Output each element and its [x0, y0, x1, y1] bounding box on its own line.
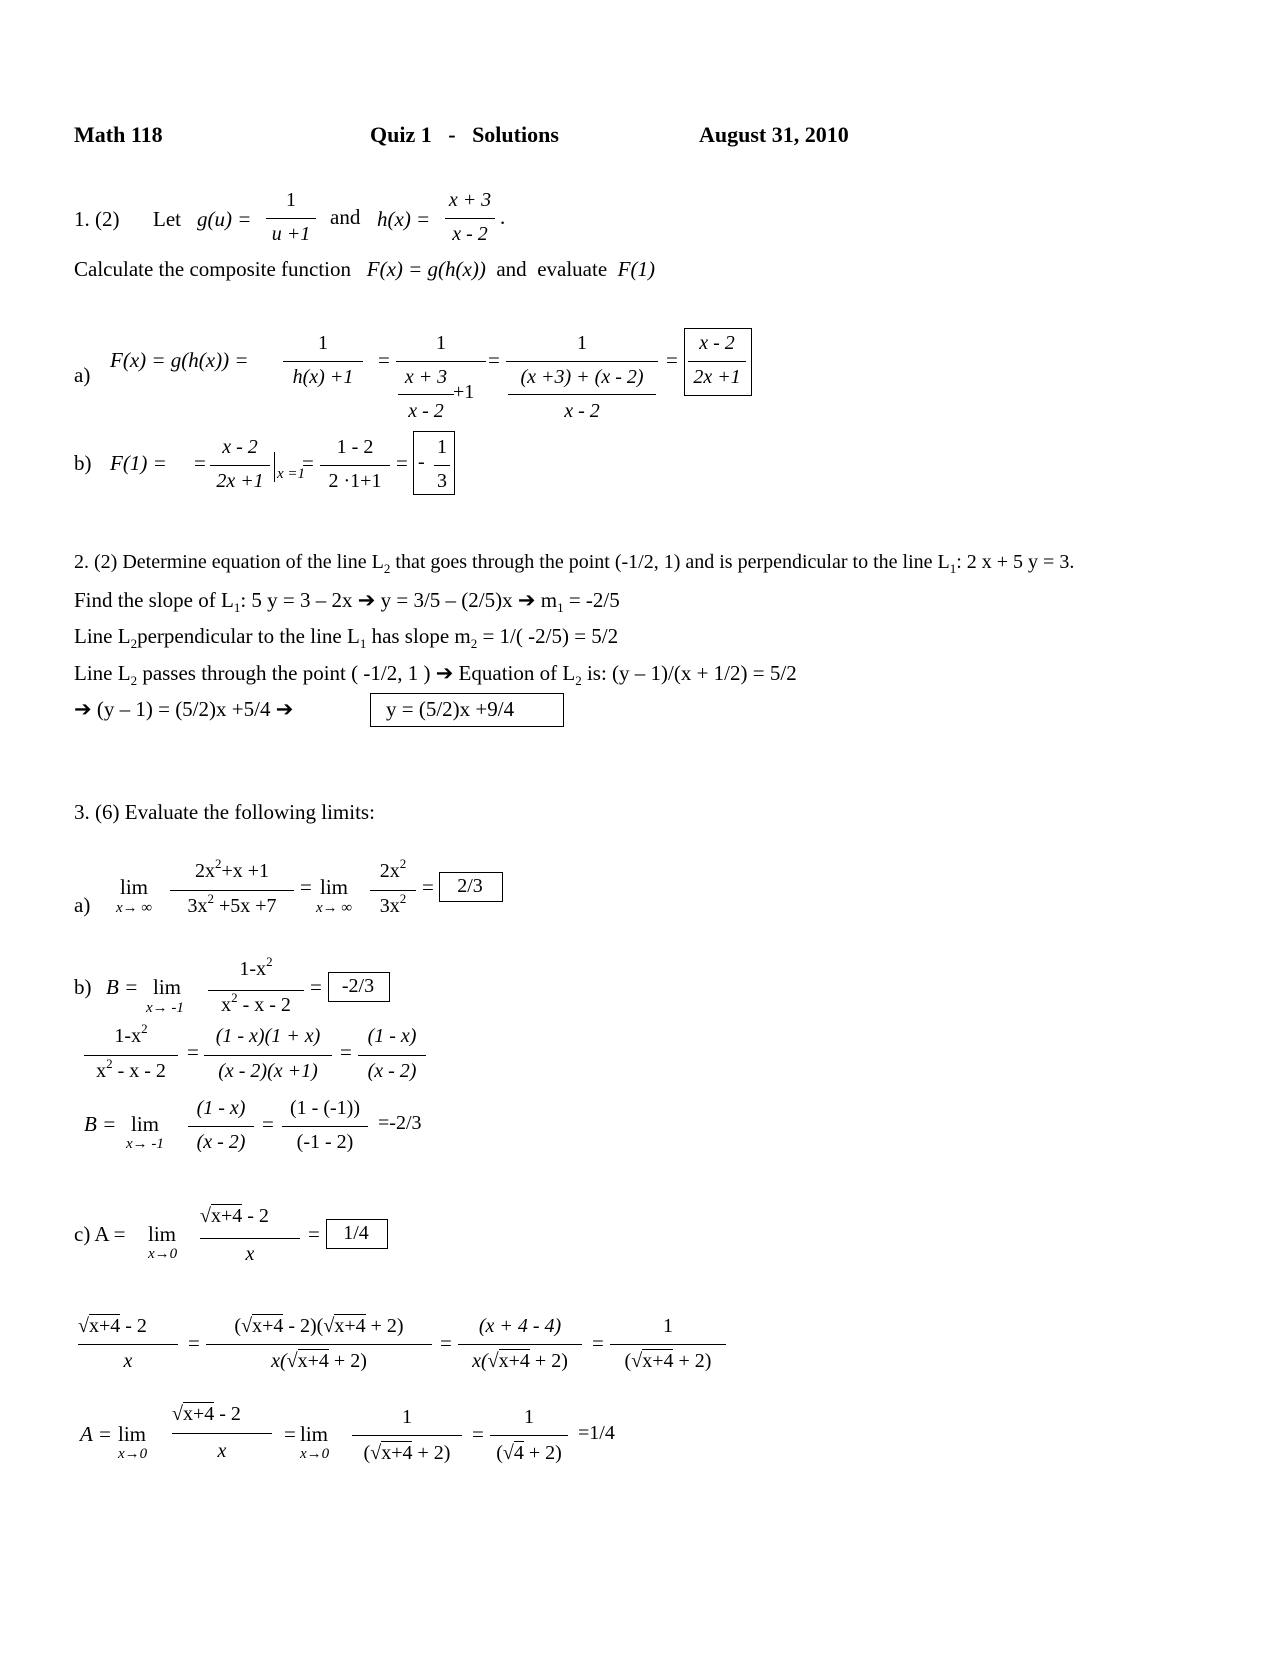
- p3-c-s1-bar4: [610, 1344, 726, 1345]
- p3-b-bar: [208, 990, 304, 991]
- p1-b-eq2: =: [396, 451, 408, 475]
- arrow-icon: ➔: [74, 697, 92, 721]
- p3-c-s1-den3: x(√x+4 + 2): [472, 1350, 568, 1372]
- p1-h-num: x + 3: [448, 189, 492, 211]
- p3-b-s1-num3: (1 - x): [367, 1025, 417, 1047]
- p1-b-eq1: =: [302, 451, 314, 475]
- p3-b-answer: -2/3: [341, 975, 375, 997]
- p3-c-num: √x+4 - 2: [200, 1205, 269, 1227]
- p1-h-lhs: h(x) =: [377, 207, 431, 231]
- p1-a-answer-den: 2x +1: [693, 366, 741, 388]
- p3-a-f2-bar: [370, 890, 416, 891]
- p3-b-s1-num2: (1 - x)(1 + x): [215, 1025, 321, 1047]
- p1-b-lhs: F(1) =: [110, 451, 167, 475]
- p3-c-s1-num4: 1: [663, 1315, 673, 1337]
- p3-a-f1-bar: [170, 890, 294, 891]
- p1-a-f1-den: h(x) +1: [292, 366, 354, 388]
- p3-c-s2-eq2: =: [472, 1422, 484, 1446]
- p1-b-f1-den: 2x +1: [216, 470, 264, 492]
- p3-c-s1-num3: (x + 4 - 4): [478, 1315, 562, 1337]
- p3-b-s2-final: =-2/3: [378, 1112, 422, 1134]
- p3-c-s2-bar2: [352, 1435, 462, 1436]
- p1-a-eq3: =: [666, 348, 678, 372]
- sqrt-icon: √: [323, 1315, 335, 1337]
- p3-c-s1-den: x: [123, 1350, 133, 1372]
- p3-b-eq: =: [310, 975, 322, 999]
- p1-b-answer-den: 3: [437, 470, 447, 492]
- p1-b-eq0: =: [194, 451, 206, 475]
- p1-a-f3-den: x - 2: [564, 400, 600, 422]
- p3-b-s2-B: B =: [84, 1112, 117, 1136]
- p3-b-s1-eq2: =: [340, 1040, 352, 1064]
- course-title: Math 118: [74, 122, 163, 147]
- p1-a-f2-bar: [396, 361, 486, 362]
- p3-b-s2-den: (x - 2): [196, 1131, 246, 1153]
- p3-b-B: B =: [106, 975, 139, 999]
- p1-period: .: [500, 205, 506, 229]
- p3-b-den: $x^2$ - x - 2: [221, 990, 291, 1016]
- p3-c-s2-den3: (√4 + 2): [496, 1442, 562, 1464]
- p3-a-lim2-sub: x→ ∞: [316, 900, 353, 916]
- p1-a-f2-inner-bar: [398, 394, 454, 395]
- p1-b-f2-num: 1 - 2: [336, 436, 374, 458]
- p2-line-point: Line $L_2$ passes through the point ( -1/2, 1 ) ➔ Equation of $L_2$ is: (y – 1)/(x + 1/2) = 5/2: [74, 661, 797, 689]
- p3-c-s2-den2: (√x+4 + 2): [363, 1442, 451, 1464]
- p3-a-lim2: lim: [320, 875, 349, 899]
- p2-statement: 2. (2) Determine equation of the line $L_2$ that goes through the point (-1/2, 1) and is perpendicular to the line $L_1$: 2 x + 5 y = 3.: [74, 551, 1075, 576]
- p1-a-answer-bar: [688, 361, 746, 362]
- p3-c-s2-lim-sub: x→0: [118, 1446, 148, 1462]
- arrow-icon: ➔: [275, 697, 294, 721]
- p3-c-s2-den: x: [217, 1440, 227, 1462]
- p3-b-s2-num: (1 - x): [196, 1097, 246, 1119]
- p3-c-s1-num: √x+4 - 2: [78, 1315, 147, 1337]
- p3-c-s2-A: A =: [80, 1422, 112, 1446]
- p3-b-s2-bar2: [282, 1126, 368, 1127]
- p3-c-s2-num2: 1: [402, 1406, 412, 1428]
- p1-g-den: u +1: [271, 223, 311, 245]
- p3-b-s2-num2: (1 - (-1)): [290, 1097, 360, 1119]
- p3-c-s1-bar: [78, 1344, 178, 1345]
- p3-b-s1-bar: [84, 1055, 178, 1056]
- p3-c-s2-lim2-sub: x→0: [300, 1446, 330, 1462]
- p3-c-lim-sub: x→0: [148, 1246, 178, 1262]
- p1-b-eval-point: x =1: [277, 466, 306, 482]
- p3-a-label: a): [74, 893, 91, 917]
- p1-a-f3-mid: (x +3) + (x - 2): [520, 366, 644, 388]
- p3-c-s1-eq3: =: [592, 1331, 604, 1355]
- quiz-title: Quiz 1 - Solutions: [370, 122, 559, 147]
- p3-b-s1-den3: (x - 2): [367, 1060, 417, 1082]
- p1-instruction: Calculate the composite function F(x) = g(h(x)) and evaluate F(1): [74, 257, 655, 281]
- p1-b-f2-bar: [320, 465, 390, 466]
- p2-answer: y = (5/2)x +9/4: [386, 697, 515, 721]
- p3-b-s1-bar2: [204, 1055, 332, 1056]
- p3-c-s2-eq1: =: [284, 1422, 296, 1446]
- p1-a-lhs: F(x) = g(h(x)) =: [110, 348, 249, 372]
- p1-b-f1-bar: [210, 465, 270, 466]
- p3-b-label: b): [74, 975, 92, 999]
- p1-b-f2-den: 2 ·1+1: [328, 470, 382, 492]
- p1-a-eq2: =: [488, 348, 500, 372]
- p3-c-s1-den2: x(√x+4 + 2): [271, 1350, 367, 1372]
- arrow-icon: ➔: [517, 588, 536, 612]
- p3-b-s2-eq: =: [262, 1112, 274, 1136]
- p3-c-s1-eq1: =: [188, 1331, 200, 1355]
- p3-c-s1-bar3: [458, 1344, 582, 1345]
- p3-b-s2-den2: (-1 - 2): [296, 1131, 354, 1153]
- p1-number: 1. (2): [74, 207, 120, 231]
- p3-b-s1-den2: (x - 2)(x +1): [218, 1060, 318, 1082]
- arrow-icon: ➔: [357, 588, 376, 612]
- sqrt-icon: √: [172, 1403, 183, 1425]
- p1-a-f1-num: 1: [318, 332, 328, 354]
- quiz-date: August 31, 2010: [699, 122, 849, 147]
- p1-a-answer-num: x - 2: [699, 332, 735, 354]
- p1-b-eval-bar: [274, 452, 275, 482]
- p1-g-lhs: g(u) =: [197, 207, 252, 231]
- p3-b-s1-eq1: =: [187, 1040, 199, 1064]
- p1-a-eq1: =: [378, 348, 390, 372]
- p3-b-lim-sub: x→ -1: [146, 1000, 184, 1016]
- p3-c-s2-bar3: [490, 1435, 568, 1436]
- sqrt-icon: √: [241, 1315, 253, 1337]
- p3-c-den: x: [245, 1243, 255, 1265]
- p3-c-s1-bar2: [206, 1344, 432, 1345]
- sqrt-icon: √: [502, 1442, 514, 1464]
- p1-let: Let: [153, 207, 181, 231]
- sqrt-icon: √: [286, 1350, 298, 1372]
- p3-c-lim: lim: [148, 1222, 177, 1246]
- p2-line-slope: Find the slope of $L_1$: 5 y = 3 – 2x ➔ y = 3/5 – (2/5)x ➔ $m_1 = -2/5$: [74, 588, 620, 616]
- p1-b-answer-minus: -: [418, 451, 425, 473]
- p1-a-f3-bar: [506, 361, 658, 362]
- p1-a-f2-inner-num: x + 3: [404, 366, 448, 388]
- p1-g-fraction-bar: [266, 218, 316, 219]
- p1-b-f1-num: x - 2: [222, 436, 258, 458]
- p1-a-f2-num: 1: [436, 332, 446, 354]
- p3-c-label: c) A =: [74, 1222, 126, 1246]
- p1-a-label: a): [74, 363, 91, 387]
- p3-b-s1-bar3: [358, 1055, 426, 1056]
- p1-g-num: 1: [286, 189, 296, 211]
- p3-c-s2-lim: lim: [118, 1422, 147, 1446]
- p1-a-f2-inner-den: x - 2: [408, 400, 444, 422]
- p1-a-f2-plus: +1: [453, 381, 475, 403]
- p3-c-s2-lim2: lim: [300, 1422, 329, 1446]
- p1-b-answer-num: 1: [437, 436, 447, 458]
- p3-a-f2-den: $3x^2$: [379, 891, 407, 917]
- sqrt-icon: √: [631, 1350, 643, 1372]
- sqrt-icon: √: [78, 1315, 89, 1337]
- p3-c-eq: =: [308, 1222, 320, 1246]
- p3-b-s2-lim-sub: x→ -1: [126, 1136, 164, 1152]
- p3-a-f1-den: $3x^2 +5x +7$: [187, 891, 277, 917]
- p1-h-den: x - 2: [452, 223, 488, 245]
- p3-c-s2-num: √x+4 - 2: [172, 1403, 241, 1425]
- p3-c-s2-final: =1/4: [578, 1422, 615, 1444]
- p3-a-lim: lim: [120, 875, 149, 899]
- p3-c-answer: 1/4: [343, 1222, 369, 1244]
- p3-a-eq1: =: [300, 875, 312, 899]
- p1-a-f3-inner-bar: [508, 394, 656, 395]
- sqrt-icon: √: [200, 1205, 211, 1227]
- p2-line-perp: Line $L_2perpendicular$ to the line $L_1$ has slope $m_2 = 1/$( -2/5) = 5/2: [74, 624, 619, 652]
- p3-c-s2-bar: [172, 1433, 272, 1434]
- p1-b-answer-bar: [434, 465, 450, 466]
- p3-title: 3. (6) Evaluate the following limits:: [74, 800, 375, 824]
- p3-a-f2-num: $2x^2$: [379, 856, 407, 882]
- p3-a-f1-num: $2x^2+x +1$: [194, 856, 270, 882]
- p1-and: and: [330, 205, 361, 229]
- sqrt-icon: √: [370, 1442, 382, 1464]
- p3-a-eq2: =: [422, 875, 434, 899]
- p3-c-bar: [200, 1238, 300, 1239]
- sqrt-icon: √: [487, 1350, 499, 1372]
- p2-line-result: ➔ (y – 1) = (5/2)x +5/4 ➔: [74, 697, 294, 721]
- p1-a-f3-num: 1: [577, 332, 587, 354]
- p3-c-s1-eq2: =: [440, 1331, 452, 1355]
- p3-b-s1-den: $x^2$ - x - 2: [96, 1056, 166, 1082]
- p3-b-num: $1-x^2$: [239, 954, 273, 980]
- arrow-icon: ➔: [435, 661, 454, 685]
- p3-c-s1-num2: (√x+4 - 2)(√x+4 + 2): [234, 1315, 404, 1337]
- p3-b-s2-bar: [188, 1126, 254, 1127]
- p3-b-s2-lim: lim: [131, 1112, 160, 1136]
- p3-a-answer: 2/3: [457, 875, 483, 897]
- p3-b-lim: lim: [153, 975, 182, 999]
- p3-a-lim-sub: x→ ∞: [116, 900, 153, 916]
- p3-b-s1-num: $1-x^2$: [114, 1021, 148, 1047]
- p3-c-s1-den4: (√x+4 + 2): [624, 1350, 712, 1372]
- p3-c-s2-num3: 1: [524, 1406, 534, 1428]
- p1-b-label: b): [74, 451, 92, 475]
- p1-h-fraction-bar: [445, 218, 495, 219]
- p1-a-f1-bar: [283, 361, 363, 362]
